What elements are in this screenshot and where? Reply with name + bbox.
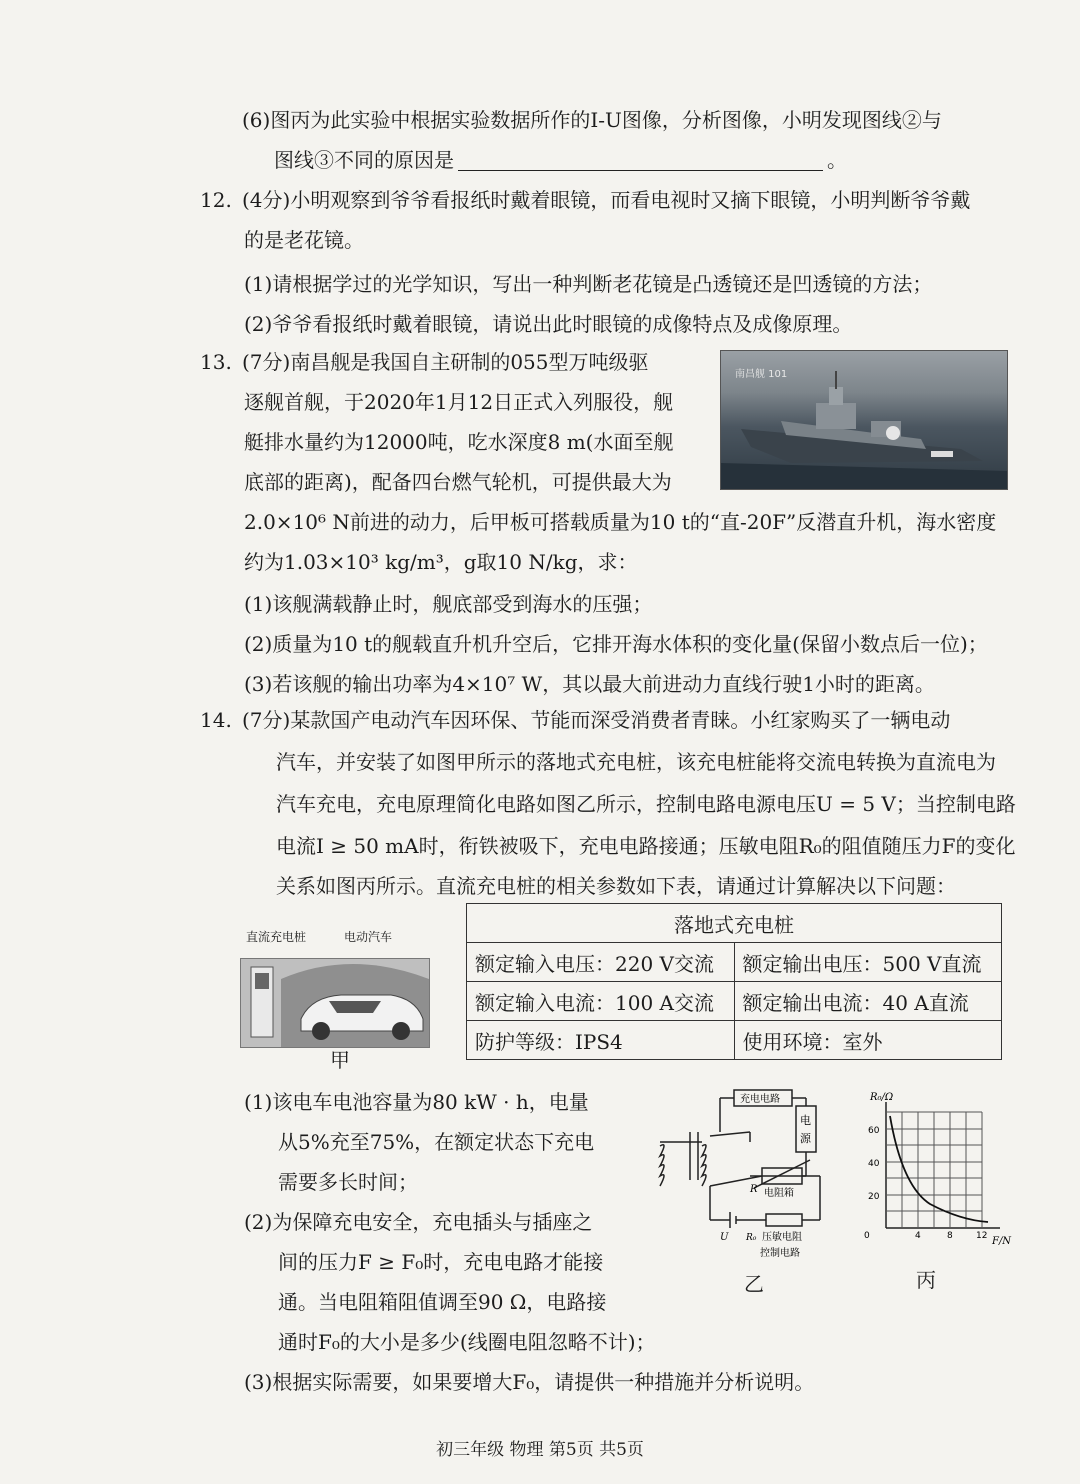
graph-ylabel: R₀/Ω	[870, 1092, 894, 1103]
q12-number: 12.	[200, 188, 232, 212]
q13-line5: 2.0×10⁶ N前进的动力，后甲板可搭载质量为10 t的“直-20F”反潜直升机，海水密度	[244, 510, 997, 534]
q12-sub1: (1)请根据学过的光学知识，写出一种判断老花镜是凸透镜还是凹透镜的方法；	[244, 272, 933, 296]
q14-sub2-line3: 通。当电阻箱阻值调至90 Ω，电路接	[278, 1290, 607, 1314]
resistor-box-label: 电阻箱	[764, 1188, 794, 1199]
power-source-box	[796, 1106, 816, 1152]
table-row	[467, 982, 1002, 1021]
q14-sub1-line2: 从5%充至75%，在额定状态下充电	[278, 1130, 595, 1154]
q13-sub2: (2)质量为10 t的舰载直升机升空后，它排开海水体积的变化量(保留小数点后一位)；	[244, 632, 988, 656]
table-cell: 使用环境：室外	[734, 1021, 1002, 1060]
charge-circuit-label: 充电电路	[740, 1094, 780, 1105]
x-tick-label: 4	[915, 1231, 921, 1241]
r-symbol: R	[750, 1184, 758, 1195]
warship-drawing	[721, 351, 1007, 489]
r0-force-graph	[850, 1086, 1024, 1256]
q13-line2: 逐舰首舰，于2020年1月12日正式入列服役，舰	[244, 390, 674, 414]
q14-sub1-line1: (1)该电车电池容量为80 kW · h，电量	[244, 1090, 589, 1114]
q14-sub2-line1: (2)为保障充电安全，充电插头与插座之	[244, 1210, 593, 1234]
table-cell: 额定输入电流：100 A交流	[467, 982, 735, 1021]
x-tick-label: 8	[947, 1231, 953, 1241]
table-cell: 防护等级：IPS4	[467, 1021, 735, 1060]
q13-line3: 艇排水量约为12000吨，吃水深度8 m(水面至舰	[244, 430, 674, 454]
fig-bing-label: 丙	[916, 1268, 936, 1292]
q13-number: 13.	[200, 350, 232, 374]
q11-part6-line2	[274, 146, 847, 174]
q13-line4: 底部的距离)，配备四台燃气轮机，可提供最大为	[244, 470, 672, 494]
y-tick-label: 20	[868, 1192, 880, 1202]
q11-part6-line1: (6)图丙为此实验中根据实验数据所作的I-U图像，分析图像，小明发现图线②与	[242, 108, 942, 132]
source-label-bottom: 源	[800, 1132, 811, 1145]
q11-part6-end: 。	[827, 148, 847, 172]
q14-sub1-line3: 需要多长时间；	[278, 1170, 418, 1194]
fig-jia-label-charger: 直流充电桩	[246, 930, 307, 944]
q14-sub3: (3)根据实际需要，如果要增大F₀，请提供一种措施并分析说明。	[244, 1370, 815, 1394]
q14-line4: 电流I ≥ 50 mA时，衔铁被吸下，充电电路接通；压敏电阻R₀的阻值随压力F的变化	[276, 834, 1016, 858]
fig-yi-label: 乙	[744, 1272, 764, 1296]
q14-line5: 关系如图丙所示。直流充电桩的相关参数如下表，请通过计算解决以下问题：	[276, 874, 956, 898]
table-cell: 额定输出电压：500 V直流	[734, 943, 1002, 982]
q13-sub1: (1)该舰满载静止时，舰底部受到海水的压强；	[244, 592, 653, 616]
source-label-top: 电	[800, 1114, 811, 1127]
table-row	[467, 943, 1002, 982]
q13-sub3: (3)若该舰的输出功率为4×10⁷ W，其以最大前进动力直线行驶1小时的距离。	[244, 672, 935, 696]
r0-curve	[890, 1116, 988, 1222]
q13-line1: (7分)南昌舰是我国自主研制的055型万吨级驱	[242, 350, 649, 374]
q12-line1: (4分)小明观察到爷爷看报纸时戴着眼镜，而看电视时又摘下眼镜，小明判断爷爷戴	[242, 188, 971, 212]
q14-line1: (7分)某款国产电动汽车因环保、节能而深受消费者青睐。小红家购买了一辆电动	[242, 708, 951, 732]
q12-sub2: (2)爷爷看报纸时戴着眼镜，请说出此时眼镜的成像特点及成像原理。	[244, 312, 853, 336]
table-row	[467, 1021, 1002, 1060]
charging-station-photo	[240, 958, 430, 1048]
y-tick-label: 60	[868, 1126, 880, 1136]
answer-blank[interactable]	[458, 150, 823, 171]
q13-line6: 约为1.03×10³ kg/m³，g取10 N/kg，求：	[244, 550, 638, 574]
q14-number: 14.	[200, 708, 232, 732]
pressure-resistor-label: 压敏电阻	[762, 1232, 802, 1243]
ship-caption: 南昌舰 101	[735, 369, 788, 380]
table-cell: 额定输入电压：220 V交流	[467, 943, 735, 982]
page-footer: 初三年级 物理 第5页 共5页	[436, 1440, 644, 1460]
r0-symbol: R₀	[746, 1233, 757, 1243]
q14-line2: 汽车，并安装了如图甲所示的落地式充电桩，该充电桩能将交流电转换为直流电为	[276, 750, 996, 774]
x-tick-label: 12	[976, 1231, 988, 1241]
q14-sub2-line2: 间的压力F ≥ F₀时，充电电路才能接	[278, 1250, 604, 1274]
table-cell: 额定输出电流：40 A直流	[734, 982, 1002, 1021]
graph-xlabel: F/N	[992, 1236, 1012, 1247]
fig-jia-label-car: 电动汽车	[344, 930, 393, 944]
warship-photo	[720, 350, 1008, 490]
fig-jia-label: 甲	[330, 1048, 350, 1072]
u-symbol: U	[720, 1232, 729, 1243]
circuit-diagram	[650, 1080, 826, 1266]
y-tick-label: 40	[868, 1159, 880, 1169]
control-circuit-label: 控制电路	[760, 1248, 800, 1259]
charger-spec-table	[466, 903, 1002, 1060]
q12-line2: 的是老花镜。	[244, 228, 364, 252]
q14-line3: 汽车充电，充电原理简化电路如图乙所示，控制电路电源电压U = 5 V；当控制电路	[276, 792, 1016, 816]
table-title: 落地式充电桩	[467, 904, 1002, 943]
q14-sub2-line4: 通时F₀的大小是多少(线圈电阻忽略不计)；	[278, 1330, 656, 1354]
x-tick-label: 0	[864, 1231, 870, 1241]
charging-station-drawing	[241, 959, 429, 1047]
q11-part6-prompt: 图线③不同的原因是	[274, 148, 454, 172]
